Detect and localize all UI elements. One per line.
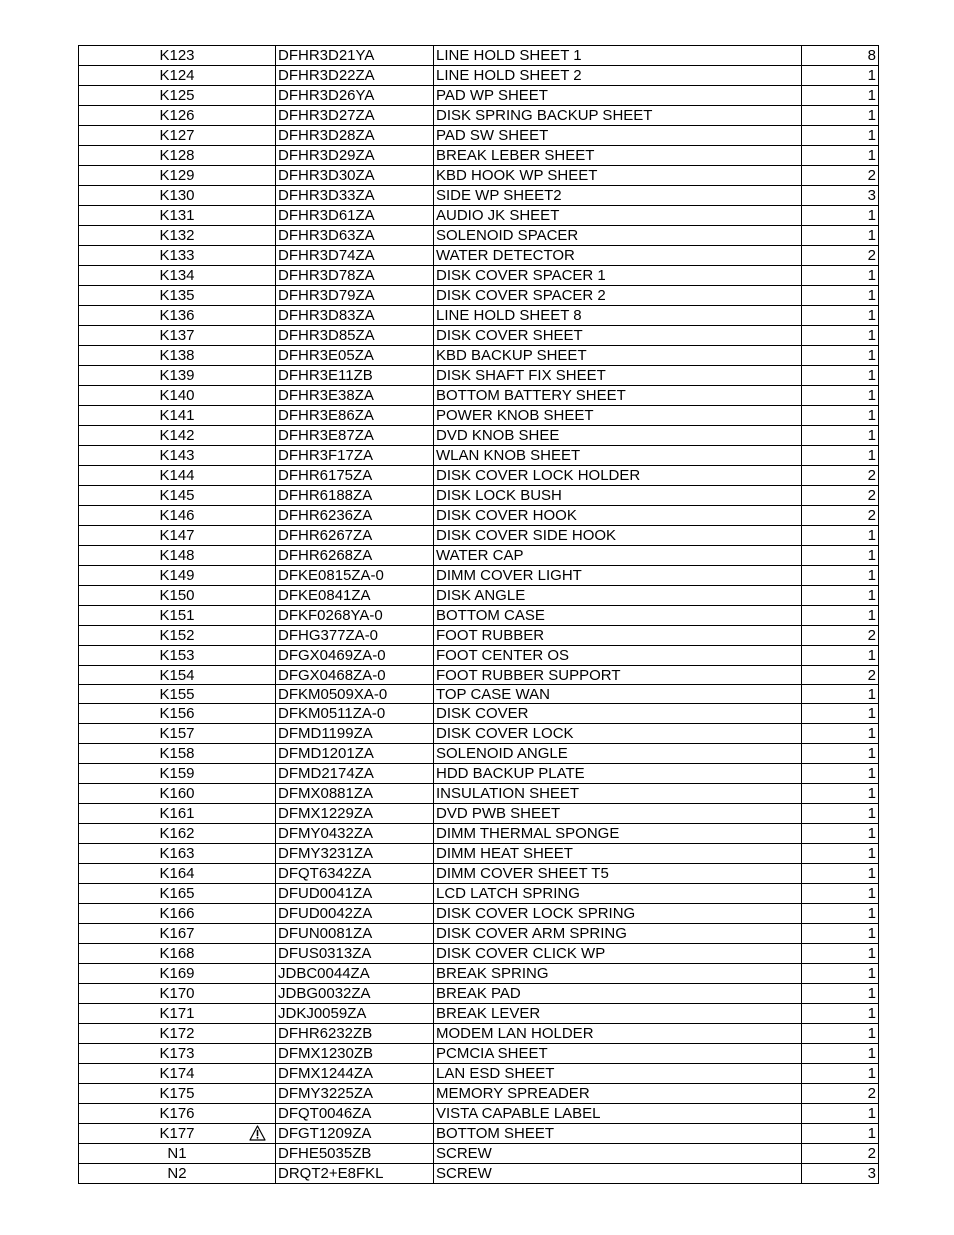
ref-no-cell: N2 [79, 1164, 276, 1184]
ref-no-cell: K165 [79, 884, 276, 904]
parts-list-body [79, 46, 879, 1184]
description-cell: FOOT RUBBER [434, 626, 802, 646]
description-cell: PAD SW SHEET [434, 126, 802, 146]
description-cell: DISK COVER CLICK WP [434, 944, 802, 964]
table-row [79, 586, 879, 606]
description-cell: SCREW [434, 1164, 802, 1184]
description-cell: BOTTOM CASE [434, 606, 802, 626]
quantity-cell: 1 [802, 984, 879, 1004]
description-cell: WLAN KNOB SHEET [434, 446, 802, 466]
part-no-cell: DFHR3D21YA [276, 46, 434, 66]
part-no-cell: DFHR3F17ZA [276, 446, 434, 466]
table-row [79, 1104, 879, 1124]
description-cell: POWER KNOB SHEET [434, 406, 802, 426]
ref-no-cell: N1 [79, 1144, 276, 1164]
quantity-cell: 2 [802, 666, 879, 685]
quantity-cell: 1 [802, 266, 879, 286]
part-no-cell: DFMY3231ZA [276, 844, 434, 864]
ref-no-cell: K123 [79, 46, 276, 66]
ref-no-cell: K142 [79, 426, 276, 446]
part-no-cell: DFHR3E05ZA [276, 346, 434, 366]
table-row [79, 286, 879, 306]
part-no-cell: DFKE0841ZA [276, 586, 434, 606]
ref-no-cell: K162 [79, 824, 276, 844]
table-row [79, 546, 879, 566]
table-row [79, 606, 879, 626]
ref-no-cell: K124 [79, 66, 276, 86]
part-no-cell: DFKF0268YA-0 [276, 606, 434, 626]
table-row [79, 126, 879, 146]
quantity-cell: 1 [802, 526, 879, 546]
part-no-cell: DFUN0081ZA [276, 924, 434, 944]
description-cell: MODEM LAN HOLDER [434, 1024, 802, 1044]
description-cell: WATER DETECTOR [434, 246, 802, 266]
ref-no-cell: K138 [79, 346, 276, 366]
part-no-cell: DFKM0511ZA-0 [276, 704, 434, 724]
description-cell: FOOT CENTER OS [434, 646, 802, 666]
table-row [79, 566, 879, 586]
quantity-cell: 1 [802, 1024, 879, 1044]
quantity-cell: 1 [802, 646, 879, 666]
ref-no-cell: K173 [79, 1044, 276, 1064]
description-cell: BREAK LEVER [434, 1004, 802, 1024]
quantity-cell: 3 [802, 1164, 879, 1184]
quantity-cell: 1 [802, 1004, 879, 1024]
table-row [79, 1024, 879, 1044]
ref-no-cell: K131 [79, 206, 276, 226]
part-no-cell: DFGX0469ZA-0 [276, 646, 434, 666]
quantity-cell: 2 [802, 466, 879, 486]
part-no-cell: DFMX1230ZB [276, 1044, 434, 1064]
table-row [79, 326, 879, 346]
ref-no-cell: K161 [79, 804, 276, 824]
table-row [79, 984, 879, 1004]
part-no-cell: DFUD0041ZA [276, 884, 434, 904]
part-no-cell: DFMD1201ZA [276, 744, 434, 764]
part-no-cell: DFQT0046ZA [276, 1104, 434, 1124]
table-row [79, 944, 879, 964]
table-row [79, 166, 879, 186]
description-cell: FOOT RUBBER SUPPORT [434, 666, 802, 685]
quantity-cell: 1 [802, 744, 879, 764]
part-no-cell: DFKM0509XA-0 [276, 685, 434, 704]
quantity-cell: 2 [802, 486, 879, 506]
table-row [79, 306, 879, 326]
ref-no-cell: K170 [79, 984, 276, 1004]
part-no-cell: DFHE5035ZB [276, 1144, 434, 1164]
quantity-cell: 1 [802, 685, 879, 704]
description-cell: AUDIO JK SHEET [434, 206, 802, 226]
ref-no-cell: K155 [79, 685, 276, 704]
quantity-cell: 1 [802, 106, 879, 126]
table-row [79, 46, 879, 66]
table-row [79, 246, 879, 266]
quantity-cell: 1 [802, 704, 879, 724]
ref-no-cell: K125 [79, 86, 276, 106]
description-cell: BREAK SPRING [434, 964, 802, 984]
quantity-cell: 1 [802, 824, 879, 844]
part-no-cell: DFUD0042ZA [276, 904, 434, 924]
table-row [79, 824, 879, 844]
table-row [79, 186, 879, 206]
quantity-cell: 1 [802, 1124, 879, 1144]
description-cell: DISK ANGLE [434, 586, 802, 606]
table-row [79, 146, 879, 166]
part-no-cell: DFHR3D83ZA [276, 306, 434, 326]
part-no-cell: DFHR6188ZA [276, 486, 434, 506]
ref-no-cell: K158 [79, 744, 276, 764]
part-no-cell: DFKE0815ZA-0 [276, 566, 434, 586]
table-row [79, 426, 879, 446]
quantity-cell: 1 [802, 924, 879, 944]
ref-no-cell: K154 [79, 666, 276, 685]
description-cell: DVD PWB SHEET [434, 804, 802, 824]
part-no-cell: DFHR6232ZB [276, 1024, 434, 1044]
table-row [79, 1124, 879, 1144]
table-row [79, 626, 879, 646]
ref-no-cell: K130 [79, 186, 276, 206]
description-cell: BREAK LEBER SHEET [434, 146, 802, 166]
quantity-cell: 1 [802, 606, 879, 626]
ref-no-cell: K134 [79, 266, 276, 286]
safety-warning-icon [249, 1125, 266, 1141]
ref-no-cell: K147 [79, 526, 276, 546]
description-cell: SCREW [434, 1144, 802, 1164]
description-cell: LCD LATCH SPRING [434, 884, 802, 904]
table-row [79, 86, 879, 106]
ref-no-cell: K149 [79, 566, 276, 586]
part-no-cell: DFHR6268ZA [276, 546, 434, 566]
table-row [79, 884, 879, 904]
part-no-cell: DFHR3D33ZA [276, 186, 434, 206]
ref-no-cell: K140 [79, 386, 276, 406]
quantity-cell: 1 [802, 804, 879, 824]
description-cell: DIMM HEAT SHEET [434, 844, 802, 864]
quantity-cell: 1 [802, 1044, 879, 1064]
quantity-cell: 2 [802, 506, 879, 526]
ref-no-cell: K171 [79, 1004, 276, 1024]
table-row [79, 66, 879, 86]
description-cell: DISK SPRING BACKUP SHEET [434, 106, 802, 126]
description-cell: WATER CAP [434, 546, 802, 566]
ref-no-cell: K143 [79, 446, 276, 466]
quantity-cell: 1 [802, 784, 879, 804]
ref-no-cell: K174 [79, 1064, 276, 1084]
description-cell: LINE HOLD SHEET 1 [434, 46, 802, 66]
description-cell: DISK COVER SPACER 1 [434, 266, 802, 286]
table-row [79, 864, 879, 884]
ref-no-cell: K144 [79, 466, 276, 486]
description-cell: LINE HOLD SHEET 8 [434, 306, 802, 326]
ref-no-cell: K168 [79, 944, 276, 964]
description-cell: DISK SHAFT FIX SHEET [434, 366, 802, 386]
description-cell: DISK COVER LOCK SPRING [434, 904, 802, 924]
quantity-cell: 1 [802, 86, 879, 106]
quantity-cell: 2 [802, 1084, 879, 1104]
part-no-cell: DFHR3D61ZA [276, 206, 434, 226]
part-no-cell: DFHR3D22ZA [276, 66, 434, 86]
description-cell: DISK COVER ARM SPRING [434, 924, 802, 944]
ref-no-cell: K135 [79, 286, 276, 306]
description-cell: BREAK PAD [434, 984, 802, 1004]
table-row [79, 685, 879, 704]
table-row [79, 724, 879, 744]
ref-no-cell: K141 [79, 406, 276, 426]
quantity-cell: 1 [802, 346, 879, 366]
description-cell: TOP CASE WAN [434, 685, 802, 704]
ref-no-cell: K164 [79, 864, 276, 884]
quantity-cell: 1 [802, 306, 879, 326]
ref-no-cell: K160 [79, 784, 276, 804]
description-cell: PAD WP SHEET [434, 86, 802, 106]
ref-no-cell: K146 [79, 506, 276, 526]
quantity-cell: 1 [802, 864, 879, 884]
ref-no-cell: K159 [79, 764, 276, 784]
quantity-cell: 1 [802, 406, 879, 426]
description-cell: DIMM THERMAL SPONGE [434, 824, 802, 844]
part-no-cell: DFHR3D85ZA [276, 326, 434, 346]
table-row [79, 506, 879, 526]
part-no-cell: JDBC0044ZA [276, 964, 434, 984]
description-cell: BOTTOM SHEET [434, 1124, 802, 1144]
quantity-cell: 1 [802, 66, 879, 86]
ref-no-cell: K157 [79, 724, 276, 744]
description-cell: DISK COVER [434, 704, 802, 724]
description-cell: DISK COVER SPACER 2 [434, 286, 802, 306]
description-cell: PCMCIA SHEET [434, 1044, 802, 1064]
part-no-cell: DFHR3E87ZA [276, 426, 434, 446]
part-no-cell: DFMX1244ZA [276, 1064, 434, 1084]
description-cell: DVD KNOB SHEE [434, 426, 802, 446]
description-cell: DISK COVER HOOK [434, 506, 802, 526]
table-row [79, 486, 879, 506]
table-row [79, 784, 879, 804]
table-row [79, 764, 879, 784]
part-no-cell: DFMD1199ZA [276, 724, 434, 744]
table-row [79, 804, 879, 824]
description-cell: KBD BACKUP SHEET [434, 346, 802, 366]
quantity-cell: 2 [802, 246, 879, 266]
ref-no-cell: K148 [79, 546, 276, 566]
table-row [79, 366, 879, 386]
description-cell: LINE HOLD SHEET 2 [434, 66, 802, 86]
quantity-cell: 1 [802, 586, 879, 606]
part-no-cell: DFUS0313ZA [276, 944, 434, 964]
ref-no-cell: K126 [79, 106, 276, 126]
part-no-cell: DFQT6342ZA [276, 864, 434, 884]
description-cell: MEMORY SPREADER [434, 1084, 802, 1104]
ref-no-cell: K152 [79, 626, 276, 646]
quantity-cell: 1 [802, 446, 879, 466]
quantity-cell: 2 [802, 1144, 879, 1164]
ref-no-cell: K156 [79, 704, 276, 724]
part-no-cell: JDBG0032ZA [276, 984, 434, 1004]
part-no-cell: DFHR3D28ZA [276, 126, 434, 146]
part-no-cell: DFHR3D30ZA [276, 166, 434, 186]
table-row [79, 1084, 879, 1104]
part-no-cell: DFMX0881ZA [276, 784, 434, 804]
table-row [79, 106, 879, 126]
quantity-cell: 1 [802, 844, 879, 864]
quantity-cell: 2 [802, 626, 879, 646]
quantity-cell: 1 [802, 146, 879, 166]
quantity-cell: 1 [802, 366, 879, 386]
table-row [79, 446, 879, 466]
quantity-cell: 2 [802, 166, 879, 186]
quantity-cell: 1 [802, 884, 879, 904]
ref-no-cell: K151 [79, 606, 276, 626]
ref-no-cell: K169 [79, 964, 276, 984]
description-cell: KBD HOOK WP SHEET [434, 166, 802, 186]
part-no-cell: DFMD2174ZA [276, 764, 434, 784]
part-no-cell: DFGT1209ZA [276, 1124, 434, 1144]
description-cell: DISK COVER SIDE HOOK [434, 526, 802, 546]
part-no-cell: DFMY3225ZA [276, 1084, 434, 1104]
ref-no-cell: K166 [79, 904, 276, 924]
table-row [79, 206, 879, 226]
description-cell: SOLENOID SPACER [434, 226, 802, 246]
quantity-cell: 1 [802, 724, 879, 744]
quantity-cell: 1 [802, 386, 879, 406]
part-no-cell: DFHR3D27ZA [276, 106, 434, 126]
quantity-cell: 1 [802, 206, 879, 226]
ref-no-cell: K137 [79, 326, 276, 346]
description-cell: BOTTOM BATTERY SHEET [434, 386, 802, 406]
part-no-cell: DFMX1229ZA [276, 804, 434, 824]
table-row [79, 844, 879, 864]
quantity-cell: 8 [802, 46, 879, 66]
description-cell: LAN ESD SHEET [434, 1064, 802, 1084]
table-row [79, 346, 879, 366]
quantity-cell: 1 [802, 286, 879, 306]
description-cell: HDD BACKUP PLATE [434, 764, 802, 784]
table-row [79, 466, 879, 486]
part-no-cell: DFHR3D79ZA [276, 286, 434, 306]
part-no-cell: DFHR3D63ZA [276, 226, 434, 246]
table-row [79, 646, 879, 666]
quantity-cell: 1 [802, 326, 879, 346]
ref-no-cell: K129 [79, 166, 276, 186]
quantity-cell: 1 [802, 904, 879, 924]
table-row [79, 1004, 879, 1024]
quantity-cell: 1 [802, 764, 879, 784]
part-no-cell: DFHR3E11ZB [276, 366, 434, 386]
ref-no-cell: K136 [79, 306, 276, 326]
table-row [79, 526, 879, 546]
part-no-cell: DFHG377ZA-0 [276, 626, 434, 646]
part-no-cell: DFGX0468ZA-0 [276, 666, 434, 685]
ref-no-cell: K128 [79, 146, 276, 166]
part-no-cell: DFMY0432ZA [276, 824, 434, 844]
description-cell: VISTA CAPABLE LABEL [434, 1104, 802, 1124]
table-row [79, 1144, 879, 1164]
table-row [79, 406, 879, 426]
part-no-cell: JDKJ0059ZA [276, 1004, 434, 1024]
quantity-cell: 1 [802, 964, 879, 984]
table-row [79, 964, 879, 984]
description-cell: SIDE WP SHEET2 [434, 186, 802, 206]
part-no-cell: DFHR3D78ZA [276, 266, 434, 286]
quantity-cell: 1 [802, 426, 879, 446]
quantity-cell: 1 [802, 566, 879, 586]
ref-no-cell: K153 [79, 646, 276, 666]
ref-no-cell: K133 [79, 246, 276, 266]
description-cell: DIMM COVER LIGHT [434, 566, 802, 586]
ref-no-cell: K139 [79, 366, 276, 386]
part-no-cell: DFHR3D29ZA [276, 146, 434, 166]
ref-no-cell: K176 [79, 1104, 276, 1124]
part-no-cell: DFHR3E86ZA [276, 406, 434, 426]
table-row [79, 386, 879, 406]
ref-no-cell: K150 [79, 586, 276, 606]
quantity-cell: 1 [802, 546, 879, 566]
ref-no-cell: K132 [79, 226, 276, 246]
description-cell: DIMM COVER SHEET T5 [434, 864, 802, 884]
ref-no-cell: K145 [79, 486, 276, 506]
part-no-cell: DFHR3E38ZA [276, 386, 434, 406]
table-row [79, 266, 879, 286]
part-no-cell: DFHR6267ZA [276, 526, 434, 546]
table-row [79, 1044, 879, 1064]
table-row [79, 666, 879, 685]
quantity-cell: 1 [802, 1104, 879, 1124]
quantity-cell: 1 [802, 944, 879, 964]
quantity-cell: 1 [802, 1064, 879, 1084]
table-row [79, 904, 879, 924]
table-row [79, 1164, 879, 1184]
description-cell: DISK COVER LOCK HOLDER [434, 466, 802, 486]
description-cell: DISK LOCK BUSH [434, 486, 802, 506]
ref-no-cell: K163 [79, 844, 276, 864]
part-no-cell: DFHR6236ZA [276, 506, 434, 526]
ref-no-cell: K177 [79, 1124, 276, 1144]
description-cell: INSULATION SHEET [434, 784, 802, 804]
ref-no-cell: K127 [79, 126, 276, 146]
part-no-cell: DRQT2+E8FKL [276, 1164, 434, 1184]
description-cell: DISK COVER LOCK [434, 724, 802, 744]
table-row [79, 226, 879, 246]
part-no-cell: DFHR3D26YA [276, 86, 434, 106]
parts-list-table [78, 45, 879, 1184]
description-cell: SOLENOID ANGLE [434, 744, 802, 764]
part-no-cell: DFHR6175ZA [276, 466, 434, 486]
quantity-cell: 1 [802, 226, 879, 246]
table-row [79, 704, 879, 724]
ref-no-cell: K172 [79, 1024, 276, 1044]
quantity-cell: 3 [802, 186, 879, 206]
ref-no-cell: K175 [79, 1084, 276, 1104]
table-row [79, 924, 879, 944]
quantity-cell: 1 [802, 126, 879, 146]
table-row [79, 1064, 879, 1084]
ref-no-cell: K167 [79, 924, 276, 944]
description-cell: DISK COVER SHEET [434, 326, 802, 346]
part-no-cell: DFHR3D74ZA [276, 246, 434, 266]
table-row [79, 744, 879, 764]
